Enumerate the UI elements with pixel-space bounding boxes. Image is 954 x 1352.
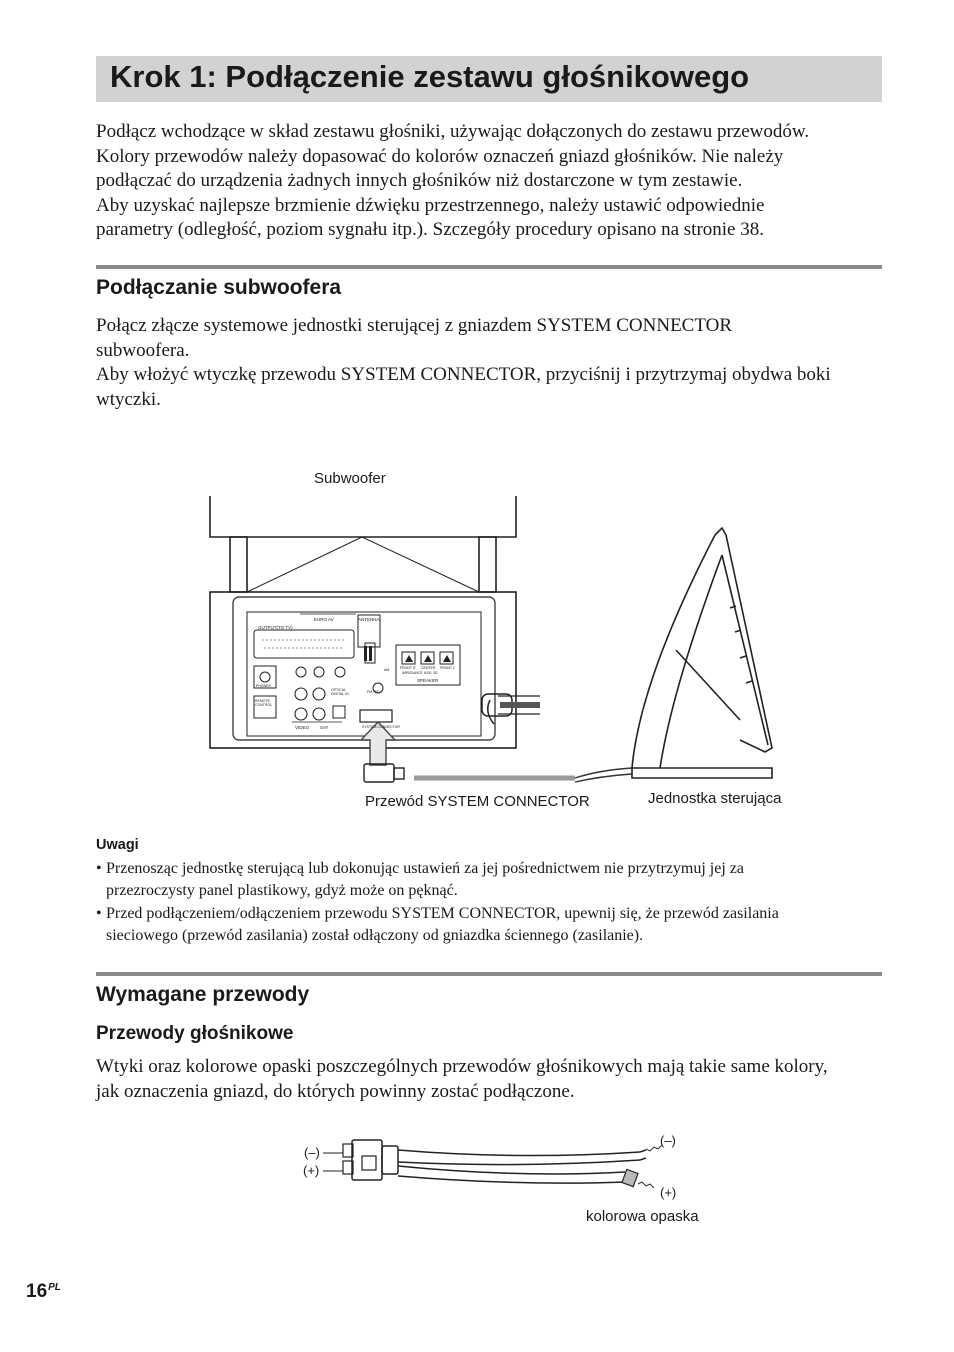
label-system-connector-cable: Przewód SYSTEM CONNECTOR xyxy=(365,793,590,810)
label-plug-minus: (–) xyxy=(304,1145,320,1160)
page-number xyxy=(26,1281,61,1303)
speaker-plug xyxy=(352,1140,382,1180)
label-wire-minus: (–) xyxy=(660,1133,676,1148)
panel-front-r: FRONT R xyxy=(400,666,416,670)
wire-tip-minus xyxy=(646,1145,662,1151)
panel-impedance: IMPEDANCE USE: 3Ω xyxy=(402,671,438,675)
section-heading-cables: Wymagane przewody xyxy=(96,983,310,1006)
note-line: przezroczysty panel plastikowy, gdyż może on pęknąć. xyxy=(106,882,458,899)
subwoofer-line: Połącz złącze systemowe jednostki sterującej z gniazdem SYSTEM CONNECTOR xyxy=(96,315,732,336)
notes-heading: Uwagi xyxy=(96,837,139,853)
subwoofer-line: wtyczki. xyxy=(96,388,161,410)
panel-speaker: SPEAKER xyxy=(417,678,439,683)
note-line: Przed podłączeniem/odłączeniem przewodu SYSTEM CONNECTOR, upewnij się, że przewód zasilania xyxy=(106,905,779,922)
cables-line: jak oznaczenia gniazd, do których powinny zostać podłączone. xyxy=(96,1080,575,1102)
intro-line: parametry (odległość, poziom sygnału itp.). Szczegóły procedury opisano na stronie 38. xyxy=(96,219,764,240)
panel-optical: OPTICAL DIGITAL IN xyxy=(331,688,349,696)
label-color-band: kolorowa opaska xyxy=(586,1208,699,1225)
panel-video: VIDEO xyxy=(295,725,310,730)
intro-line: podłączać do urządzenia żadnych innych głośników niż dostarczone w tym zestawie. xyxy=(96,170,743,191)
panel-output-tv: OUTPUT(TO TV) xyxy=(258,625,293,630)
bullet-icon: • xyxy=(96,860,102,877)
intro-line: Aby uzyskać najlepsze brzmienie dźwięku przestrzennego, należy ustawić odpowiednie xyxy=(96,194,765,216)
panel-system-connector: SYSTEM CONNECTOR xyxy=(362,725,400,729)
section-heading-subwoofer: Podłączanie subwoofera xyxy=(96,276,342,299)
page-title: Krok 1: Podłączenie zestawu głośnikowego xyxy=(110,59,750,94)
subheading-speaker-cables: Przewody głośnikowe xyxy=(96,1023,294,1044)
label-plug-plus: (+) xyxy=(303,1163,320,1178)
page-number-value: 16 xyxy=(26,1281,48,1302)
panel-euro-av: EURO AV xyxy=(314,617,334,622)
note-line: Przenosząc jednostkę sterującą lub dokonując ustawień za jej pośrednictwem nie przytrzymuj jej za xyxy=(106,860,744,877)
label-subwoofer: Subwoofer xyxy=(314,470,386,487)
panel-front-l: FRONT L xyxy=(440,666,455,670)
panel-am: AM xyxy=(384,668,390,672)
cables-line: Wtyki oraz kolorowe opaski poszczególnych przewodów głośnikowych mają takie same kolory, xyxy=(96,1056,828,1077)
bullet-icon: • xyxy=(96,905,102,922)
wire-tip-plus xyxy=(638,1182,654,1188)
subwoofer-line: subwoofera. xyxy=(96,339,190,361)
panel-remote-control: REMOTE CONTROL xyxy=(255,699,273,707)
note-line: sieciowego (przewód zasilania) został odłączony od gniazdka ściennego (zasilanie). xyxy=(106,927,644,944)
page-language-suffix: PL xyxy=(48,1281,61,1293)
subwoofer-line: Aby włożyć wtyczkę przewodu SYSTEM CONNECTOR, przyciśnij i przytrzymaj obydwa boki xyxy=(96,364,831,385)
label-control-unit: Jednostka sterująca xyxy=(648,790,782,807)
panel-fm: FM 75Ω xyxy=(367,690,380,694)
panel-phones: PHONES xyxy=(256,684,271,688)
panel-center: CENTER xyxy=(421,666,436,670)
label-wire-plus: (+) xyxy=(660,1185,677,1200)
intro-line: Kolory przewodów należy dopasować do kolorów oznaczeń gniazd głośników. Nie należy xyxy=(96,145,784,167)
panel-antenna: ANTENNA xyxy=(358,617,380,622)
panel-sat: SAT xyxy=(320,725,329,730)
intro-line: Podłącz wchodzące w skład zestawu głośniki, używając dołączonych do zestawu przewodów. xyxy=(96,121,810,142)
